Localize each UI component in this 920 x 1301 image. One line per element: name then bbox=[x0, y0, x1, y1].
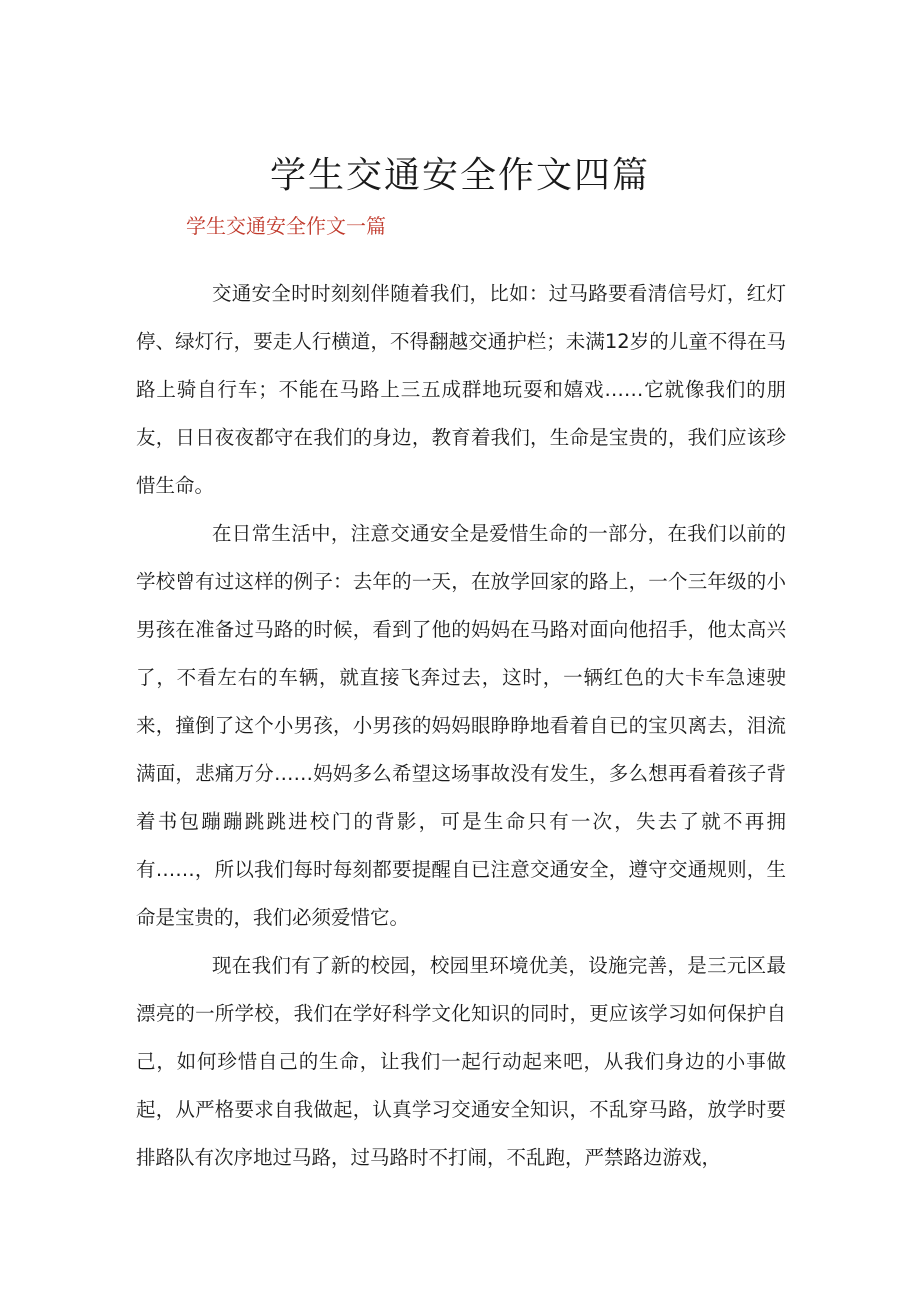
paragraph: 在日常生活中，注意交通安全是爱惜生命的一部分，在我们以前的学校曾有过这样的例子：去年的一天，在放学回家的路上，一个三年级的小男孩在准备过马路的时候，看到了他的妈妈在马路对面向他招手，他太高兴了，不看左右的车辆，就直接飞奔过去，这时，一辆红色的大卡车急速驶来，撞倒了这个小男孩，小男孩的妈妈眼睁睁地看着自已的宝贝离去，泪流满面，悲痛万分……妈妈多么希望这场事故没有发生，多么想再看着孩子背着书包蹦蹦跳跳进校门的背影，可是生命只有一次，失去了就不再拥有……，所以我们每时每刻都要提醒自已注意交通安全，遵守交通规则，生命是宝贵的，我们必须爱惜它。 bbox=[136, 522, 786, 929]
document-title: 学生交通安全作文四篇 bbox=[269, 155, 650, 196]
section-heading: 学生交通安全作文一篇 bbox=[186, 214, 386, 238]
paragraph: 现在我们有了新的校园，校园里环境优美，设施完善，是三元区最漂亮的一所学校，我们在学好科学文化知识的同时，更应该学习如何保护自己，如何珍惜自己的生命，让我们一起行动起来吧，从我们身边的小事做起，从严格要求自我做起，认真学习交通安全知识，不乱穿马路，放学时要排路队有次序地过马路，过马路时不打闹，不乱跑，严禁路边游戏， bbox=[136, 954, 786, 1169]
paragraph: 交通安全时时刻刻伴随着我们，比如：过马路要看清信号灯，红灯停、绿灯行，要走人行横道，不得翻越交通护栏；未满12岁的儿童不得在马路上骑自行车；不能在马路上三五成群地玩耍和嬉戏……它就像我们的朋友，日日夜夜都守在我们的身边，教育着我们，生命是宝贵的，我们应该珍惜生命。 bbox=[136, 282, 786, 497]
document-body bbox=[136, 270, 786, 1182]
